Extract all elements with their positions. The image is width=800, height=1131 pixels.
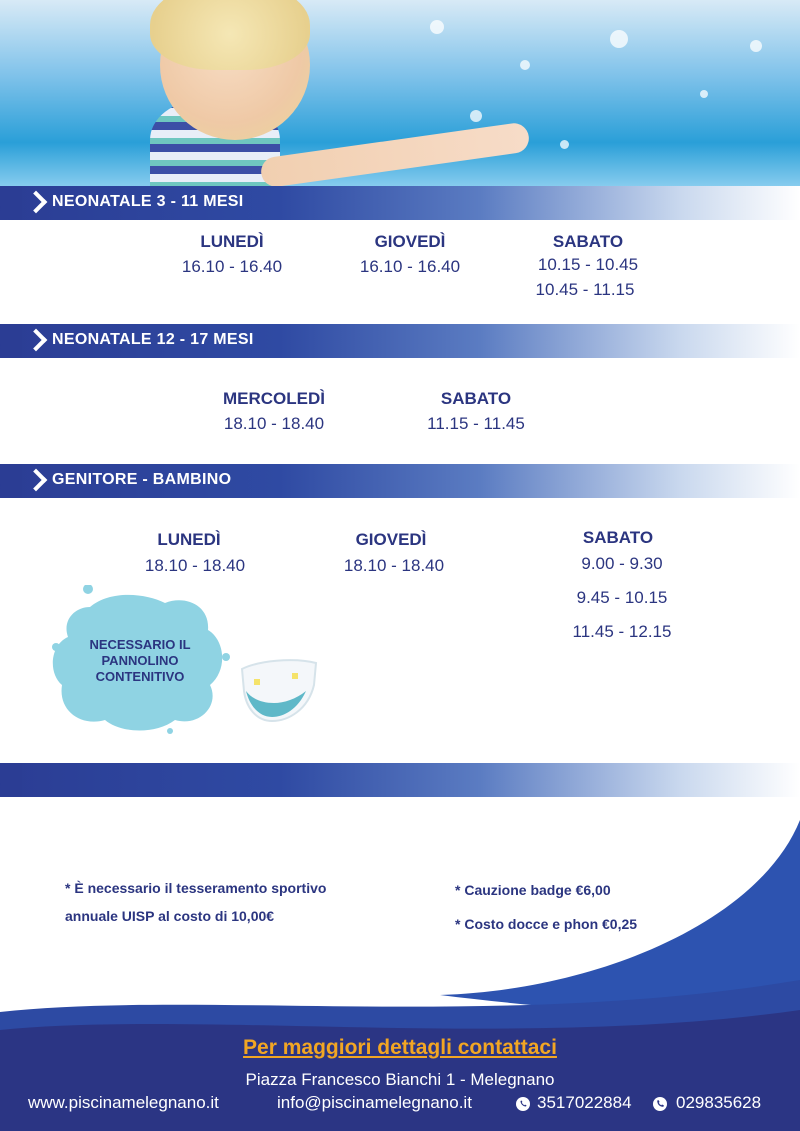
time-slot: 9.45 - 10.15 — [576, 588, 668, 607]
note-membership-2: annuale UISP al costo di 10,00€ — [65, 908, 275, 924]
phone-icon — [653, 1097, 667, 1111]
time-slot: 9.00 - 9.30 — [581, 554, 663, 573]
day-label: GIOVEDÌ — [355, 530, 427, 549]
time-slot: 11.45 - 12.15 — [572, 622, 672, 641]
chevron-right-icon — [25, 329, 48, 352]
section-header-neonatale-3-11 — [0, 186, 800, 220]
child-arm — [259, 121, 531, 188]
phone-number[interactable]: 029835628 — [676, 1093, 762, 1112]
note-badge-deposit: * Cauzione badge €6,00 — [455, 882, 611, 898]
time-slot: 10.45 - 11.15 — [535, 280, 635, 299]
day-label: SABATO — [552, 232, 624, 251]
day-label: GIOVEDÌ — [374, 232, 446, 251]
time-slot: 11.15 - 11.45 — [427, 414, 525, 433]
day-label: LUNEDÌ — [200, 232, 264, 251]
contact-heading: Per maggiori dettagli contattaci — [243, 1036, 557, 1059]
whatsapp-number[interactable]: 3517022884 — [537, 1093, 632, 1112]
band-corner — [0, 186, 22, 220]
time-slot: 10.15 - 10.45 — [537, 255, 639, 274]
time-slot: 18.10 - 18.40 — [343, 556, 445, 575]
chevron-right-icon — [25, 469, 48, 492]
day-label: LUNEDÌ — [157, 530, 221, 549]
band-corner — [0, 324, 22, 358]
address: Piazza Francesco Bianchi 1 - Melegnano — [245, 1070, 555, 1089]
day-label: SABATO — [440, 389, 512, 408]
water-drop — [470, 110, 482, 122]
child-hair — [150, 0, 310, 70]
website-link[interactable]: www.piscinamelegnano.it — [28, 1093, 219, 1112]
hero-photo — [0, 0, 800, 190]
note-shower-cost: * Costo docce e phon €0,25 — [455, 916, 638, 932]
time-slot: 16.10 - 16.40 — [181, 257, 283, 276]
section-title: NEONATALE 12 - 17 MESI — [52, 331, 254, 348]
note-membership-1: * È necessario il tesseramento sportivo — [65, 880, 327, 896]
diaper-notice: NECESSARIO IL PANNOLINO CONTENITIVO — [89, 637, 191, 684]
section-header-genitore-bambino — [0, 464, 800, 498]
water-drop — [700, 90, 708, 98]
chevron-right-icon — [25, 191, 48, 214]
diaper-icon — [238, 655, 320, 723]
water-drop — [430, 20, 444, 34]
water-drop — [750, 40, 762, 52]
section-header-neonatale-12-17 — [0, 324, 800, 358]
day-label: MERCOLEDÌ — [223, 389, 325, 408]
section-title: GENITORE - BAMBINO — [52, 471, 232, 488]
time-slot: 16.10 - 16.40 — [359, 257, 461, 276]
time-slot: 18.10 - 18.40 — [223, 414, 325, 433]
band-corner — [0, 464, 22, 498]
water-drop — [610, 30, 628, 48]
time-slot: 18.10 - 18.40 — [144, 556, 246, 575]
water-drop — [520, 60, 530, 70]
email-link[interactable]: info@piscinamelegnano.it — [277, 1093, 472, 1112]
water-drop — [560, 140, 569, 149]
whatsapp-icon — [516, 1097, 530, 1111]
section-title: NEONATALE 3 - 11 MESI — [52, 193, 244, 210]
day-label: SABATO — [582, 528, 654, 547]
